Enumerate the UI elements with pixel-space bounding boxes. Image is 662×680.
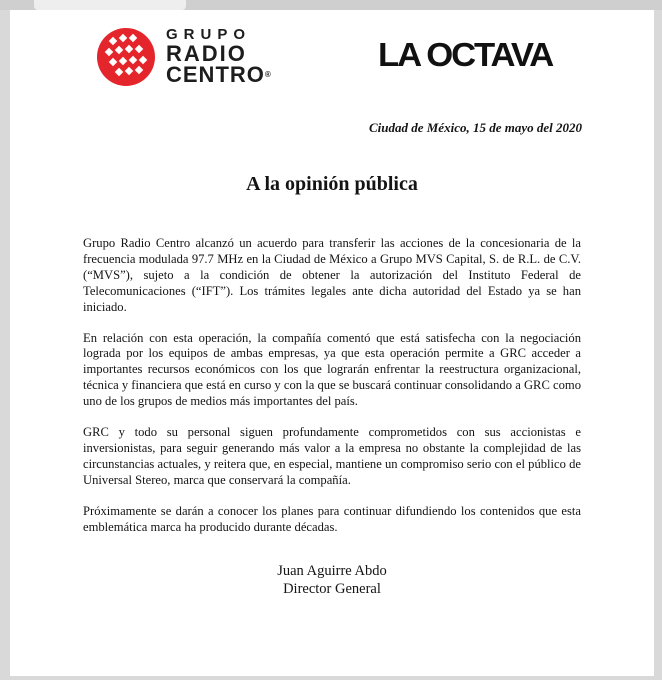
signature-block	[10, 562, 654, 598]
grc-centro-line	[166, 64, 272, 85]
paragraph-4: Próximamente se darán a conocer los planes para continuar difundiendo los contenidos que esta emblemática marca ha producido durante décadas.	[83, 503, 581, 534]
top-tab	[34, 0, 186, 10]
paragraph-3: GRC y todo su personal siguen profundamente comprometidos con sus accionistas e inversionistas, para seguir generando más valor a la empresa no obstante la complejidad de las circunstancias actuales, y reitera que, en especial, mantiene un compromiso serio con el público de Universal Stereo, marca que conservará la compañía.	[83, 425, 581, 487]
signer-name: Juan Aguirre Abdo	[277, 563, 387, 579]
letter-body	[83, 236, 581, 551]
grc-wordmark	[166, 27, 272, 85]
la-octava-logo: LA OCTAVA	[378, 36, 553, 73]
paragraph-1: Grupo Radio Centro alcanzó un acuerdo para transferir las acciones de la concesionaria de la frecuencia modulada 97.7 MHz en la Ciudad de México a Grupo MVS Capital, S. de R.L. de C.V. (“MVS”), sujeto a la condición de obtener la autorización del Instituto Federal de Telecomunicaciones (“IFT”). Los trámites legales ante dicha autoridad del Estado ya se han iniciado.	[83, 236, 581, 314]
grc-centro-text: CENTRO	[166, 62, 265, 87]
registered-mark: ®	[264, 70, 272, 79]
signer-role: Director General	[283, 581, 381, 597]
letter-date: Ciudad de México, 15 de mayo del 2020	[368, 120, 582, 135]
paragraph-2: En relación con esta operación, la compañía comentó que está satisfecha con la negociación lograda por los equipos de ambas empresas, ya que esta operación permite a GRC acceder a importantes recursos económicos con los que lograrán enfrentar la reestructura organizacional, técnica y financiera que está en curso y con la que se buscará continuar consolidando a GRC como uno de los grupos de medios más importantes del país.	[83, 330, 581, 409]
grc-radio-text: RADIO	[166, 41, 247, 66]
grc-grupo-text: GRUPO	[166, 26, 252, 43]
top-strip	[0, 0, 662, 10]
document-page	[10, 10, 654, 676]
letter-title: A la opinión pública	[246, 173, 418, 195]
